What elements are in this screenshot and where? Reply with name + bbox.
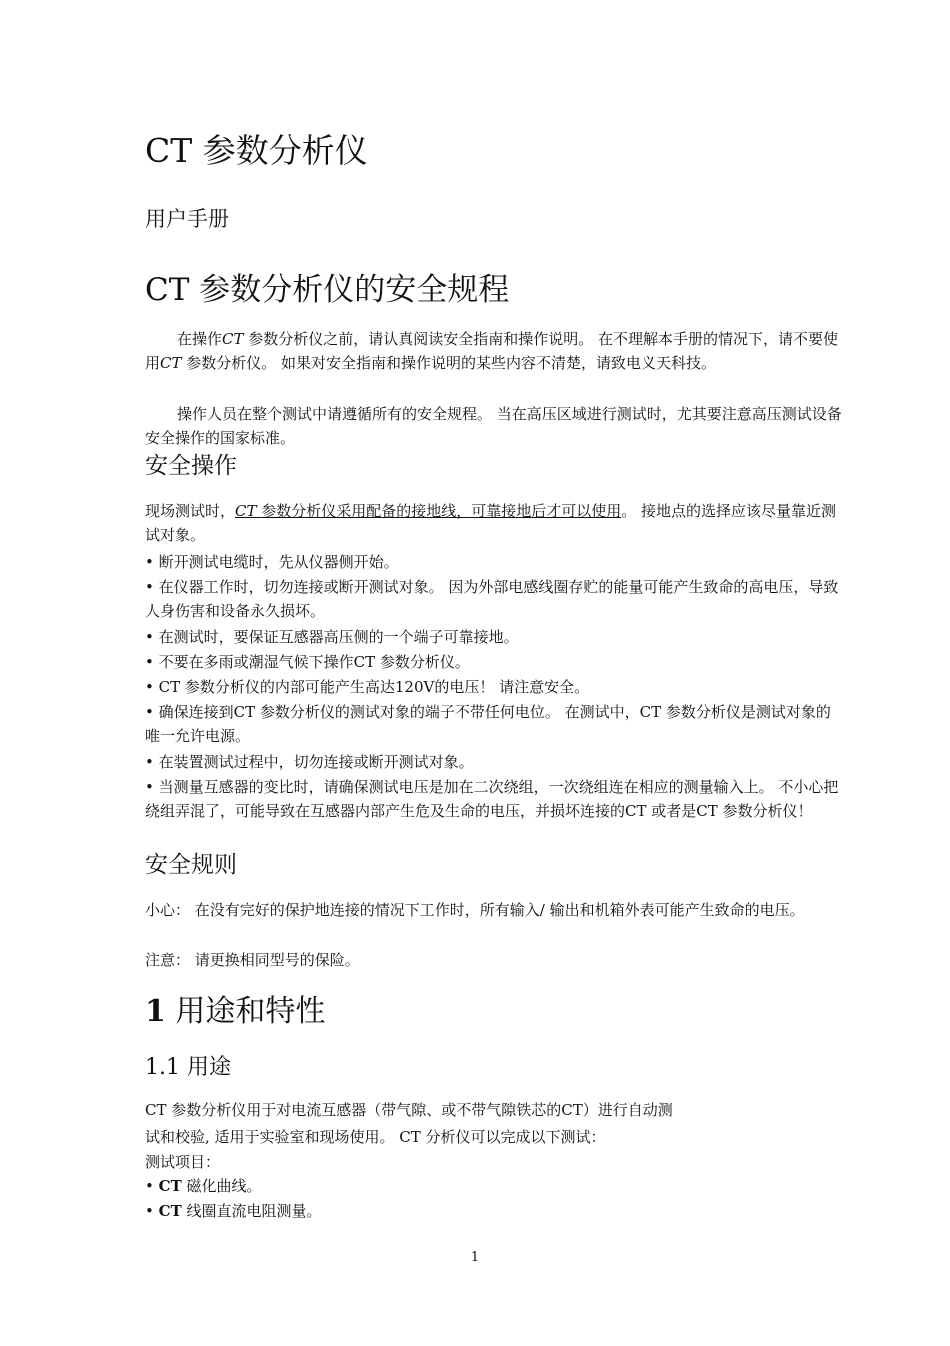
chapter-1-heading: 1 用途和特性	[145, 994, 326, 1029]
intro-paragraph-2: 操作人员在整个测试中请遵循所有的安全规程。 当在高压区域进行测试时，尤其要注意高压测试设备安全操作的国家标准。	[145, 405, 842, 447]
safe-operation-lead: 现场测试时，CT 参数分析仪采用配备的接地线，可靠接地后才可以使用。 接地点的选择应该尽量靠近测试对象。	[145, 502, 837, 544]
safe-op-item: • 确保连接到CT 参数分析仪的测试对象的端子不带任何电位。 在测试中，CT 参数分析仪是测试对象的唯一允许电源。	[145, 700, 845, 748]
test-item: • CT 磁化曲线。	[145, 1174, 845, 1198]
safe-rule-heading: 安全规则	[145, 852, 237, 878]
usage-line-2: 试和校验, 适用于实验室和现场使用。 CT 分析仪可以完成以下测试：	[145, 1128, 606, 1146]
usage-line-1: CT 参数分析仪用于对电流互感器（带气隙、或不带气隙铁芯的CT）进行自动测	[145, 1101, 673, 1119]
intro-paragraph-1: 在操作CT 参数分析仪之前，请认真阅读安全指南和操作说明。 在不理解本手册的情况下，请不要使用CT 参数分析仪。 如果对安全指南和操作说明的某些内容不清楚，请致电义天科技。	[145, 330, 839, 372]
caution-text: 小心： 在没有完好的保护地连接的情况下工作时，所有输入/ 输出和机箱外表可能产生致命的电压。	[145, 901, 805, 919]
safe-op-item: • 不要在多雨或潮湿气候下操作CT 参数分析仪。	[145, 650, 845, 674]
document-subtitle: 用户手册	[145, 207, 229, 231]
safe-op-item: • 断开测试电缆时，先从仪器侧开始。	[145, 550, 845, 574]
note-text: 注意： 请更换相同型号的保险。	[145, 951, 360, 969]
test-items-label: 测试项目：	[145, 1153, 221, 1171]
safe-op-item: • 在仪器工作时，切勿连接或断开测试对象。 因为外部电感线圈存贮的能量可能产生致命的高电压，导致人身伤害和设备永久损坏。	[145, 575, 845, 623]
safe-op-item: • 在装置测试过程中，切勿连接或断开测试对象。	[145, 750, 845, 774]
safe-op-item: • 当测量互感器的变比时，请确保测试电压是加在二次绕组，一次绕组连在相应的测量输入上。 不小心把绕组弄混了，可能导致在互感器内部产生危及生命的电压，并损坏连接的CT 或者是CT 参数分析仪！	[145, 775, 845, 823]
safe-op-item: • 在测试时，要保证互感器高压侧的一个端子可靠接地。	[145, 625, 845, 649]
safety-title: CT 参数分析仪的安全规程	[145, 272, 510, 308]
section-1-1-heading: 1.1 用途	[145, 1055, 232, 1080]
document-title: CT 参数分析仪	[145, 131, 368, 170]
safe-op-item: • CT 参数分析仪的内部可能产生高达120V的电压！ 请注意安全。	[145, 675, 845, 699]
page-number: 1	[470, 1250, 480, 1265]
safe-operation-heading: 安全操作	[145, 453, 237, 479]
test-item: • CT 线圈直流电阻测量。	[145, 1199, 845, 1223]
